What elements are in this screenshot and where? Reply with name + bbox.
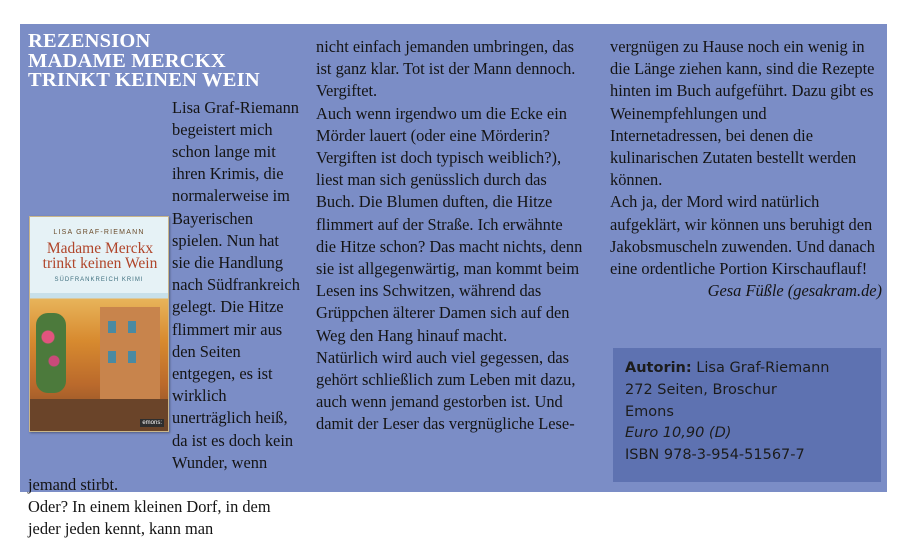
heading-line-2: MADAME MERCKX (28, 49, 226, 72)
book-cover-title-line-1: Madame Merckx (46, 240, 154, 257)
book-cover-flowers (36, 313, 66, 393)
info-author (625, 358, 871, 380)
book-cover-window (128, 351, 136, 363)
review-paragraph: vergnügen zu Hause noch ein wenig in die Länge ziehen kann, sind die Rezepte hinten im Buch aufgeführt. Dazu gibt es Weinempfehlungen und Internetadressen, bei denen die kulinarischen Zutaten bestellt werden können. (610, 37, 875, 190)
review-column-3 (610, 36, 882, 302)
info-publisher: Emons (625, 403, 674, 420)
review-paragraph: Ach ja, der Mord wird natürlich aufgeklärt, wir können uns beruhigt den Jakobsmuscheln zuwenden. Und danach eine ordentliche Portion Kirschauflauf! (610, 192, 875, 279)
book-cover-series: SÜDFRANKREICH KRIMI (54, 277, 144, 283)
heading-line-1: REZENSION (28, 30, 151, 52)
info-price: Euro 10,90 (D) (625, 425, 732, 442)
info-isbn: ISBN 978-3-954-51567-7 (625, 447, 805, 464)
review-paragraph: Oder? In einem kleinen Dorf, in dem jeder jeden kennt, kann man (28, 497, 271, 539)
review-paragraph: Auch wenn irgendwo um die Ecke ein Mörder lauert (oder eine Mörderin? Vergiften ist doch typisch weiblich?), liest man sich genüsslich durch das Buch. Die Blumen duften, die Hitze flimmert auf der Straße. Ich erwähnte die Hitze schon? Das macht nichts, denn sie ist allgegenwärtig, man kommt beim Lesen ins Schwitzen, während das Grüppchen älterer Damen sich auf den Weg den Hang hinauf macht. (316, 103, 583, 345)
book-cover-image (29, 216, 169, 432)
review-panel (20, 24, 887, 539)
heading-line-3: TRINKT KEINEN WEIN (28, 69, 260, 91)
info-author-name: Lisa Graf-Riemann (691, 360, 830, 376)
review-paragraph: Lisa Graf-Riemann begeistert mich schon lange mit ihren Krimis, die normalerweise im Bayerischen spielen. Nun hat sie die Handlung nach Südfrankreich gelegt. Die Hitze flimmert mir aus den Seiten entgegen, es ist wirklich unerträglich heiß, da ist es doch kein Wunder, wenn jemand stirbt. (28, 97, 300, 494)
book-cover-window (108, 351, 116, 363)
info-pages: 272 Seiten, Broschur (625, 381, 777, 398)
book-cover-author: LISA GRAF-RIEMANN (53, 229, 145, 236)
book-cover-window (128, 321, 136, 333)
review-heading (28, 32, 300, 91)
book-cover-window (108, 321, 116, 333)
review-signature: Gesa Füßle (gesakram.de) (707, 281, 882, 301)
publisher-logo: emons: (142, 420, 162, 426)
info-author-label: Autorin: (625, 360, 692, 376)
review-paragraph: Natürlich wird auch viel gegessen, das gehört schließlich zum Leben mit dazu, auch wenn jemand gestorben ist. Und damit der Leser das vergnügliche Lese- (316, 347, 576, 434)
book-cover-title (34, 241, 166, 271)
review-paragraph: nicht einfach jemanden umbringen, das ist ganz klar. Tot ist der Mann dennoch. Vergiftet. (316, 37, 576, 101)
book-cover-house (100, 307, 160, 402)
book-info-box (613, 348, 881, 482)
review-column-2 (316, 36, 584, 436)
book-cover-title-line-2: trinkt keinen Wein (42, 255, 158, 272)
